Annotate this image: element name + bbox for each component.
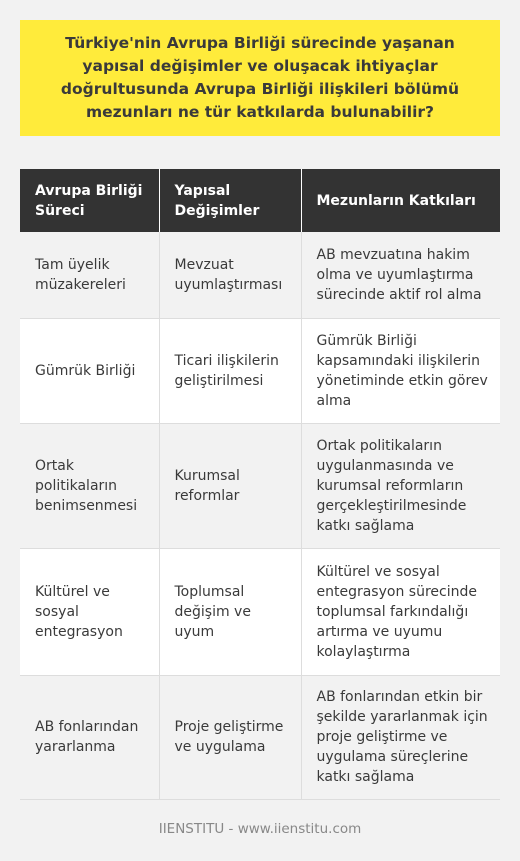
comparison-table-container (20, 169, 500, 800)
cell-graduate-contribution: AB mevzuatına hakim olma ve uyumlaştırma sürecinde aktif rol alma (301, 232, 500, 318)
table-row (20, 232, 500, 318)
cell-eu-process: Kültürel ve sosyal entegrasyon (20, 548, 159, 675)
cell-structural-change: Toplumsal değişim ve uyum (159, 548, 301, 675)
cell-structural-change: Mevzuat uyumlaştırması (159, 232, 301, 318)
table-row (20, 548, 500, 675)
table-row (20, 675, 500, 799)
cell-eu-process: AB fonlarından yararlanma (20, 675, 159, 799)
cell-graduate-contribution: Ortak politikaların uygulanmasında ve kurumsal reformların gerçekleştirilmesinde katkı sağlama (301, 423, 500, 548)
question-box (20, 20, 500, 136)
header-eu-process: Avrupa Birliği Süreci (20, 169, 159, 232)
cell-eu-process: Ortak politikaların benimsenmesi (20, 423, 159, 548)
footer-credit: IIENSTITU - www.iienstitu.com (158, 821, 362, 837)
cell-graduate-contribution: AB fonlarından etkin bir şekilde yararlanmak için proje geliştirme ve uygulama süreçlerine katkı sağlama (301, 675, 500, 799)
table-header-row (20, 169, 500, 232)
cell-structural-change: Ticari ilişkilerin geliştirilmesi (159, 318, 301, 423)
table-row (20, 318, 500, 423)
header-graduate-contributions: Mezunların Katkıları (301, 169, 500, 232)
cell-graduate-contribution: Gümrük Birliği kapsamındaki ilişkilerin yönetiminde etkin görev alma (301, 318, 500, 423)
question-title: Türkiye'nin Avrupa Birliği sürecinde yaşanan yapısal değişimler ve oluşacak ihtiyaçlar doğrultusunda Avrupa Birliği ilişkileri bölümü mezunları ne tür katkılarda bulunabilir? (60, 34, 460, 121)
cell-eu-process: Tam üyelik müzakereleri (20, 232, 159, 318)
comparison-table (20, 169, 500, 800)
cell-eu-process: Gümrük Birliği (20, 318, 159, 423)
cell-graduate-contribution: Kültürel ve sosyal entegrasyon sürecinde toplumsal farkındalığı artırma ve uyumu kolaylaştırma (301, 548, 500, 675)
header-structural-changes: Yapısal Değişimler (159, 169, 301, 232)
table-row (20, 423, 500, 548)
cell-structural-change: Kurumsal reformlar (159, 423, 301, 548)
cell-structural-change: Proje geliştirme ve uygulama (159, 675, 301, 799)
